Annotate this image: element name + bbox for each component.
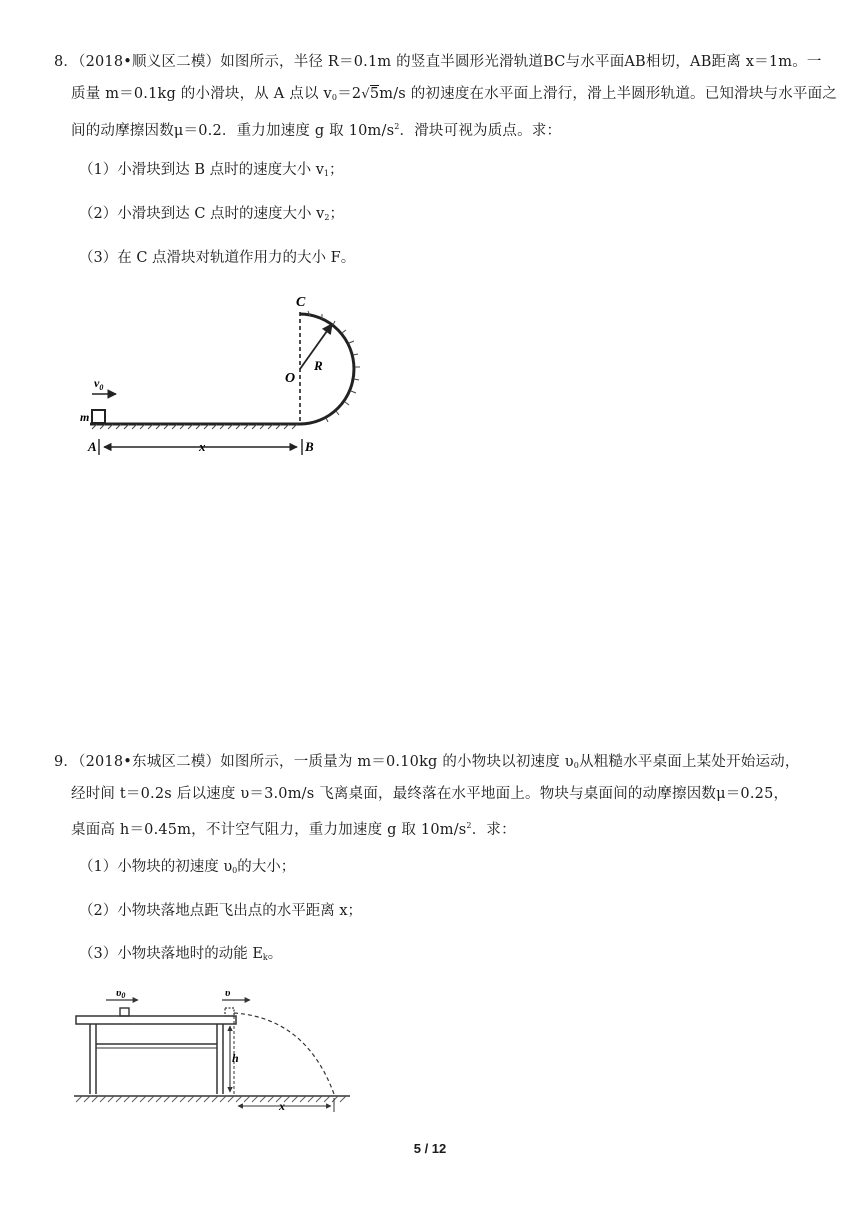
- label-v0: $v_0$: [94, 376, 104, 392]
- block-on-table: [120, 1008, 129, 1016]
- q8-sub2-text-a: （2）小滑块到达 C 点时的速度大小 v: [79, 206, 325, 222]
- sqrt-symbol: √: [361, 87, 370, 102]
- label-x: x: [279, 1099, 285, 1113]
- q8-line-3-text-a: 间的动摩擦因数μ＝0.2．重力加速度 g 取 10m/s: [71, 123, 395, 139]
- q9-line-2: [71, 784, 788, 804]
- label-v0: υ0: [116, 987, 126, 1000]
- label-v: υ: [225, 987, 231, 999]
- q8-sub2-text-b: ；: [329, 206, 344, 222]
- q9-sub1-subscript: 0: [232, 866, 238, 875]
- q8-sqrt-value: 5: [369, 86, 380, 102]
- q8-sub1-text-a: （1）小滑块到达 B 点时的速度大小 v: [79, 162, 324, 178]
- q9-line-1-text-a: 9．（2018•东城区二模）如图所示，一质量为 m＝0.10kg 的小物块以初速度 υ: [54, 754, 574, 770]
- block-at-edge: [225, 1008, 234, 1016]
- page-number: 5 / 12: [413, 1141, 447, 1156]
- q8-figure-track-diagram: [70, 290, 380, 465]
- q9-sub3-text-b: 。: [267, 946, 283, 962]
- q8-line-1: [54, 52, 822, 72]
- q9-line-3-text-a: 桌面高 h＝0.45m，不计空气阻力，重力加速度 g 取 10m/s: [71, 822, 467, 838]
- q8-line-3-text-b: ．滑块可视为质点。求：: [399, 123, 562, 139]
- q8-sub1-subscript: 1: [323, 169, 329, 178]
- table-top: [76, 1016, 236, 1024]
- q9-subquestion-1: [79, 857, 295, 881]
- q9-sub2-text: （2）小物块落地点距飞出点的水平距离 x；: [79, 903, 363, 919]
- q9-sub3-subscript: k: [262, 953, 268, 962]
- q9-subquestion-2: [79, 901, 362, 921]
- q9-line-2-text: 经时间 t＝0.2s 后以速度 υ＝3.0m/s 飞离桌面，最终落在水平地面上。物块与桌面间的动摩擦因数μ＝0.25，: [71, 786, 789, 802]
- label-B: B: [305, 439, 314, 454]
- q8-sub1-text-b: ；: [329, 162, 344, 178]
- q9-sub1-text-a: （1）小物块的初速度 υ: [79, 859, 233, 875]
- floor-hatching: [76, 1096, 346, 1102]
- label-R: R: [314, 358, 323, 373]
- q8-line-2-subscript: 0: [331, 93, 338, 102]
- q8-sub2-subscript: 2: [324, 213, 330, 222]
- q8-line-2: [71, 84, 837, 108]
- q8-line-1-text: 8．（2018•顺义区二模）如图所示，半径 R＝0.1m 的竖直半圆形光滑轨道BC与水平面AB相切，AB距离 x＝1m。一: [54, 54, 822, 70]
- q8-subquestion-3: [79, 248, 355, 268]
- q9-line-1-subscript: 0: [573, 761, 580, 770]
- label-m: m: [80, 410, 90, 424]
- q8-line-3-superscript: 2: [394, 122, 400, 131]
- q8-line-2-text-a: 质量 m＝0.1kg 的小滑块，从 A 点以 v: [71, 86, 332, 102]
- q8-line-3: [71, 117, 561, 141]
- q9-line-3: [71, 816, 516, 840]
- slider-block: [92, 410, 105, 423]
- q8-sub3-text: （3）在 C 点滑块对轨道作用力的大小 F。: [79, 250, 356, 266]
- q8-subquestion-1: [79, 160, 344, 184]
- projectile-trajectory: [234, 1013, 334, 1094]
- q9-line-1-text-b: 从粗糙水平桌面上某处开始运动，: [579, 754, 800, 770]
- q9-sub3-text-a: （3）小物块落地时的动能 E: [79, 946, 263, 962]
- q8-subquestion-2: [79, 204, 344, 228]
- label-x: x: [199, 439, 206, 454]
- q8-line-2-text-b: ＝2: [337, 86, 362, 102]
- q9-line-3-text-b: ．求：: [471, 822, 516, 838]
- q9-figure-table-projectile: [70, 980, 360, 1115]
- label-h: h: [232, 1051, 239, 1065]
- q9-sub1-text-b: 的大小；: [237, 859, 296, 875]
- q9-line-3-superscript: 2: [466, 821, 472, 830]
- q8-line-2-text-c: m/s 的初速度在水平面上滑行，滑上半圆形轨道。已知滑块与水平面之: [379, 86, 838, 102]
- label-C: C: [296, 295, 306, 310]
- label-O: O: [285, 371, 296, 386]
- label-A: A: [88, 439, 97, 454]
- q9-subquestion-3: [79, 944, 282, 968]
- q9-line-1: [54, 752, 800, 776]
